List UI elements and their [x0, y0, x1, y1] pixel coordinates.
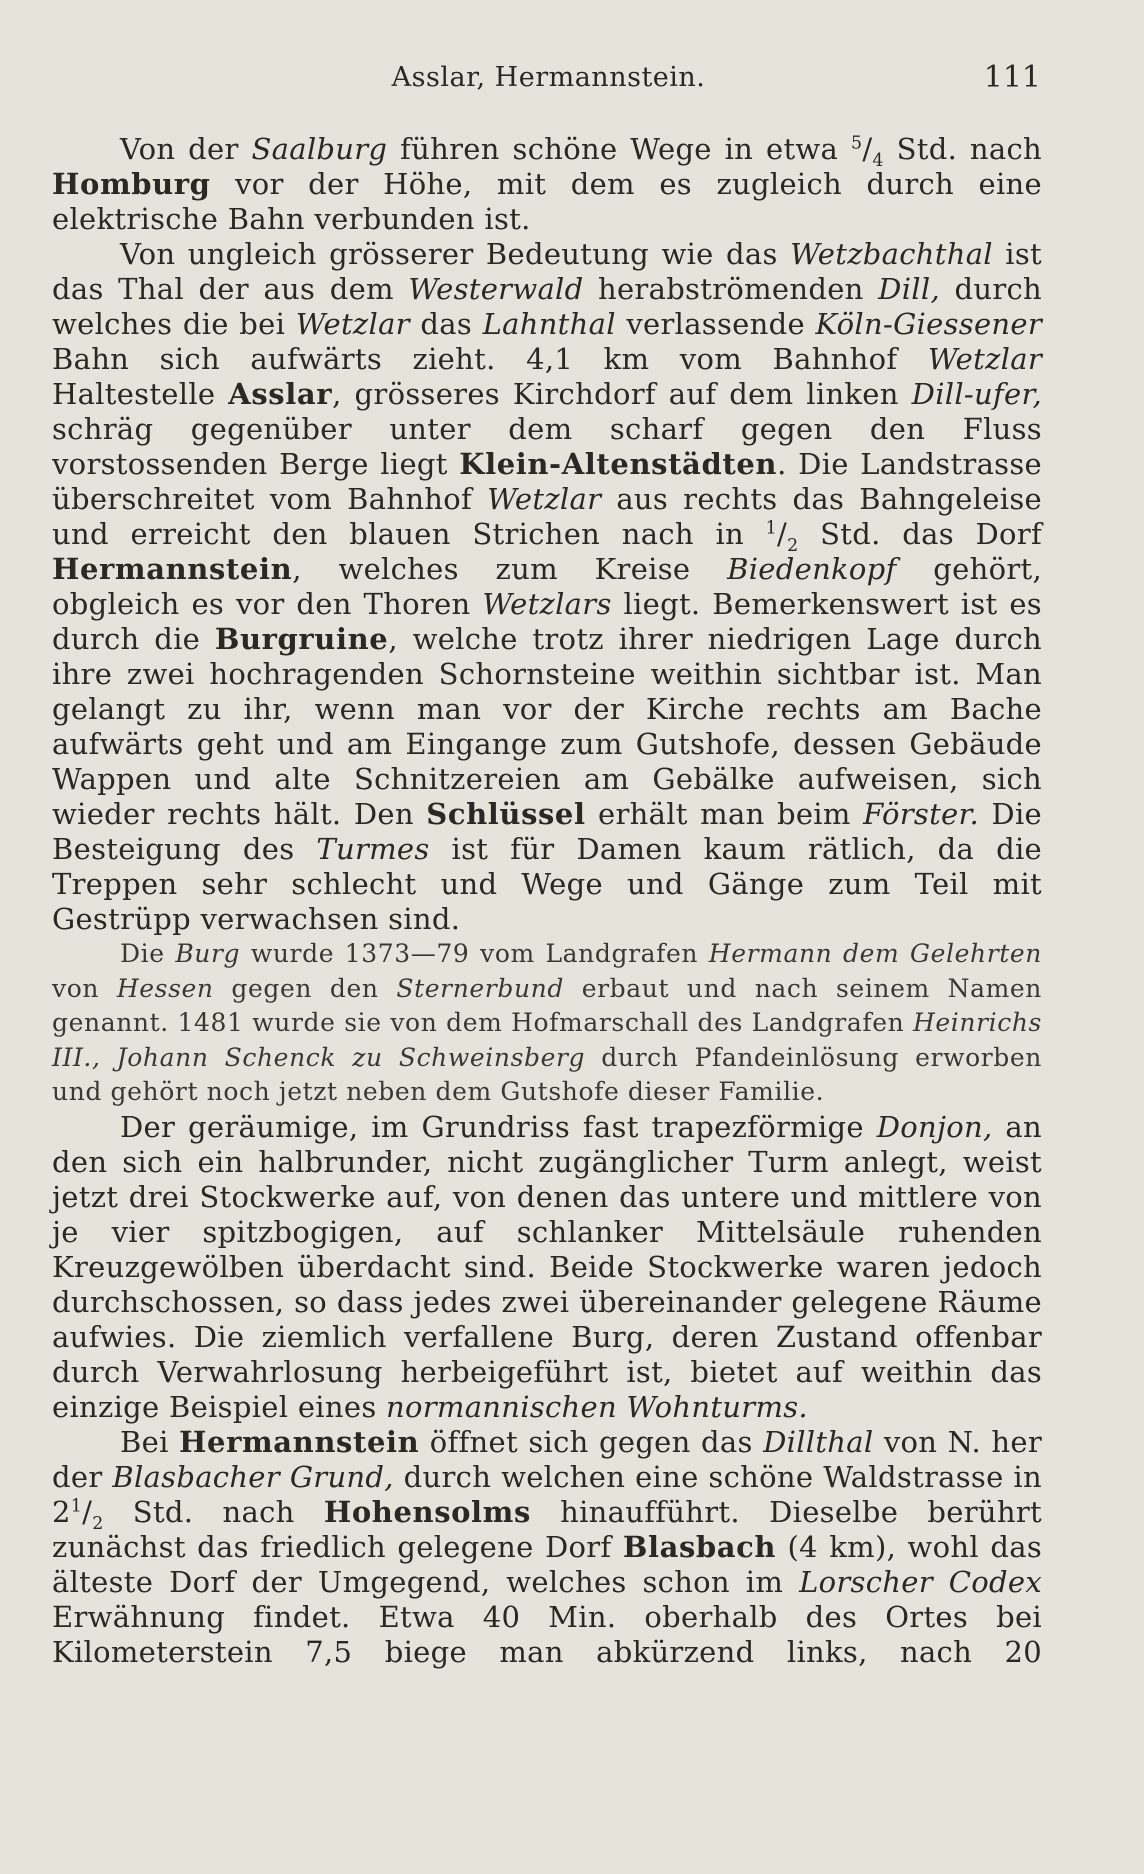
paragraph-saalburg: Von der Saalburg führen schöne Wege in etwa $^5/_4$ Std. nach Homburg vor der Höhe, mit dem es zugleich durch eine elektrische Bahn verbunden ist.: [52, 132, 1043, 236]
paragraph-donjon: Der geräumige, im Grundriss fast trapezförmige Donjon, an den sich ein halbrunder, nicht zugänglicher Turm anlegt, weist jetzt drei Stockwerke auf, von denen das untere und mittlere von je vier spitzbogigen, auf schlanker Mittelsäule ruhenden Kreuzgewölben überdacht sind. Beide Stockwerke waren jedoch durchschossen, so dass jedes zwei übereinander gelegene Räume aufwies. Die ziemlich verfallene Burg, deren Zustand offenbar durch Verwahrlosung herbeigeführt ist, bietet auf weithin das einzige Beispiel eines normannischen Wohnturms.: [52, 1109, 1042, 1424]
paragraph-burg-history: Die Burg wurde 1373—79 vom Landgrafen Hermann dem Gelehrten von Hessen gegen den Sternerbund erbaut und nach seinem Namen genannt. 1481 wurde sie von dem Hofmarschall des Landgrafen Heinrichs III., Johann Schenck zu Schweinsberg durch Pfandeinlösung erworben und gehört noch jetzt neben dem Gutshofe dieser Familie.: [52, 939, 1042, 1106]
page-header: [56, 62, 1041, 102]
page-number: 111: [983, 60, 1041, 95]
running-title: Asslar, Hermannstein.: [391, 62, 706, 93]
paragraph-dillthal: Von ungleich grösserer Bedeutung wie das Wetzbachthal ist das Thal der aus dem Westerwald herabströmenden Dill, durch welches die bei Wetzlar das Lahnthal verlassende Köln-Giessener Bahn sich aufwärts zieht. 4,1 km vom Bahnhof Wetzlar Haltestelle Asslar, grösseres Kirchdorf auf dem linken Dill-ufer, schräg gegenüber unter dem scharf gegen den Fluss vorstossenden Berge liegt Klein-Altenstädten. Die Landstrasse überschreitet vom Bahnhof Wetzlar aus rechts das Bahngeleise und erreicht den blauen Strichen nach in $^1/_2$ Std. das Dorf Hermannstein, welches zum Kreise Biedenkopf gehört, obgleich es vor den Thoren Wetzlars liegt. Bemerkenswert ist es durch die Burgruine, welche trotz ihrer niedrigen Lage durch ihre zwei hochragenden Schornsteine weithin sichtbar ist. Man gelangt zu ihr, wenn man vor der Kirche rechts am Bache aufwärts geht und am Eingange zum Gutshofe, dessen Gebäude Wappen und alte Schnitzereien am Gebälke aufweisen, sich wieder rechts hält. Den Schlüssel erhält man beim Förster. Die Besteigung des Turmes ist für Damen kaum rätlich, da die Treppen sehr schlecht und Wege und Gänge zum Teil mit Gestrüpp verwachsen sind.: [52, 237, 1043, 936]
body-text: [52, 132, 1042, 1670]
paragraph-blasbach: Bei Hermannstein öffnet sich gegen das Dillthal von N. her der Blasbacher Grund, durch welchen eine schöne Waldstrasse in $2^1/_2$ Std. nach Hohensolms hinaufführt. Dieselbe berührt zunächst das friedlich gelegene Dorf Blasbach (4 km), wohl das älteste Dorf der Umgegend, welches schon im Lorscher Codex Erwähnung findet. Etwa 40 Min. oberhalb des Ortes bei Kilometerstein 7,5 biege man abkürzend links, nach 20: [52, 1424, 1042, 1669]
